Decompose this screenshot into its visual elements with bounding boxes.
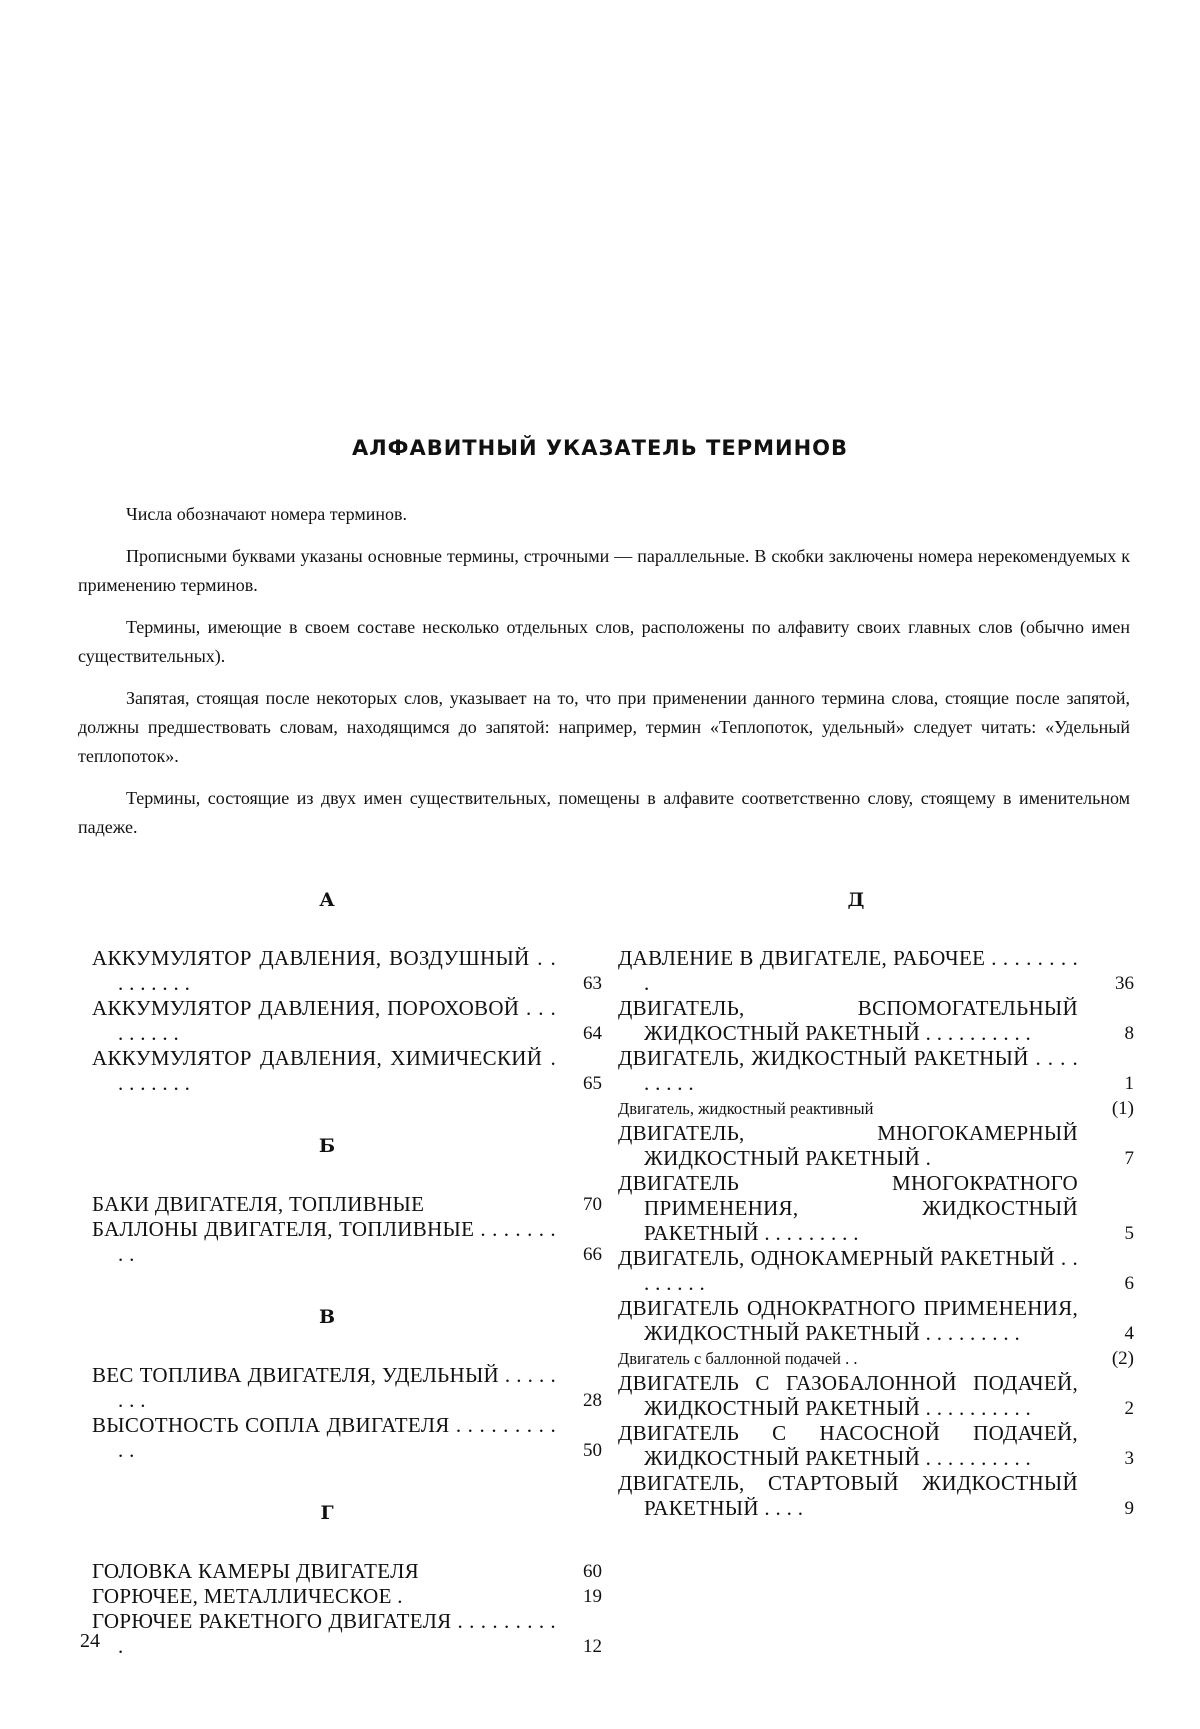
page-title: АЛФАВИТНЫЙ УКАЗАТЕЛЬ ТЕРМИНОВ	[0, 436, 1200, 460]
index-term: БАКИ ДВИГАТЕЛЯ, ТОПЛИВНЫЕ	[92, 1192, 556, 1217]
term-number: 2	[1078, 1396, 1134, 1421]
intro-text	[78, 500, 1130, 855]
term-number: 28	[556, 1388, 602, 1413]
index-term: АККУМУЛЯТОР ДАВЛЕНИЯ, ХИМИЧЕСКИЙ . . . . . . . .	[92, 1046, 556, 1096]
index-entry	[618, 1346, 1134, 1371]
section-letter: Д	[618, 888, 1134, 912]
index-entry	[92, 1363, 602, 1413]
index-entry	[92, 1413, 602, 1463]
term-number: 3	[1078, 1446, 1134, 1471]
section-letter: Г	[92, 1501, 602, 1525]
index-entry	[92, 1584, 602, 1609]
section-letter: В	[92, 1305, 602, 1329]
term-number: (2)	[1078, 1346, 1134, 1371]
index-entry	[618, 946, 1134, 996]
index-term: ДВИГАТЕЛЬ МНОГОКРАТНОГО ПРИМЕНЕНИЯ, ЖИДКОСТНЫЙ РАКЕТНЫЙ . . . . . . . . .	[618, 1171, 1078, 1246]
term-number: 63	[556, 971, 602, 996]
term-number: 60	[556, 1559, 602, 1584]
index-entry	[92, 1046, 602, 1096]
index-term: ДВИГАТЕЛЬ ОДНОКРАТНОГО ПРИМЕНЕНИЯ, ЖИДКОСТНЫЙ РАКЕТНЫЙ . . . . . . . . .	[618, 1296, 1078, 1346]
term-number: 4	[1078, 1321, 1134, 1346]
index-entry	[92, 1217, 602, 1267]
intro-paragraph: Числа обозначают номера терминов.	[78, 500, 1130, 529]
term-number: 66	[556, 1242, 602, 1267]
term-number: 65	[556, 1071, 602, 1096]
index-entry	[618, 1171, 1134, 1246]
intro-paragraph: Термины, состоящие из двух имен существительных, помещены в алфавите соответственно слову, стоящему в именительном падеже.	[78, 784, 1130, 842]
term-number: 6	[1078, 1271, 1134, 1296]
index-term: ГОРЮЧЕЕ РАКЕТНОГО ДВИГАТЕЛЯ . . . . . . . . . .	[92, 1609, 556, 1659]
index-term: ДВИГАТЕЛЬ С НАСОСНОЙ ПОДАЧЕЙ, ЖИДКОСТНЫЙ РАКЕТНЫЙ . . . . . . . . . .	[618, 1421, 1078, 1471]
term-number: 9	[1078, 1496, 1134, 1521]
index-term: ДВИГАТЕЛЬ, МНОГОКАМЕРНЫЙ ЖИДКОСТНЫЙ РАКЕТНЫЙ .	[618, 1121, 1078, 1171]
index-entry	[92, 946, 602, 996]
term-number: 50	[556, 1438, 602, 1463]
index-term: ДВИГАТЕЛЬ С ГАЗОБАЛОННОЙ ПОДАЧЕЙ, ЖИДКОСТНЫЙ РАКЕТНЫЙ . . . . . . . . . .	[618, 1371, 1078, 1421]
section-letter: Б	[92, 1134, 602, 1158]
term-number: 8	[1078, 1021, 1134, 1046]
term-number: 70	[556, 1192, 602, 1217]
index-entry	[92, 1192, 602, 1217]
index-column-right	[618, 888, 1134, 1521]
index-term: АККУМУЛЯТОР ДАВЛЕНИЯ, ПОРОХОВОЙ . . . . . . . . .	[92, 996, 556, 1046]
term-number: 64	[556, 1021, 602, 1046]
index-term: ВЫСОТНОСТЬ СОПЛА ДВИГАТЕЛЯ . . . . . . . . . . .	[92, 1413, 556, 1463]
term-number: (1)	[1078, 1096, 1134, 1121]
index-term: ГОРЮЧЕЕ, МЕТАЛЛИЧЕСКОЕ .	[92, 1584, 556, 1609]
index-entry	[618, 1096, 1134, 1121]
index-entry	[92, 1609, 602, 1659]
section-letter: А	[92, 888, 602, 912]
index-term: Двигатель, жидкостный реактивный	[618, 1096, 1078, 1121]
index-term: Двигатель с баллонной подачей . .	[618, 1346, 1078, 1371]
index-column-left	[92, 888, 602, 1659]
term-number: 12	[556, 1634, 602, 1659]
index-term: ДВИГАТЕЛЬ, ЖИДКОСТНЫЙ РАКЕТНЫЙ . . . . . . . . .	[618, 1046, 1078, 1096]
index-entry	[618, 1296, 1134, 1346]
term-number: 36	[1078, 971, 1134, 996]
index-term: ДАВЛЕНИЕ В ДВИГАТЕЛЕ, РАБОЧЕЕ . . . . . . . . .	[618, 946, 1078, 996]
index-term: ВЕС ТОПЛИВА ДВИГАТЕЛЯ, УДЕЛЬНЫЙ . . . . . . . .	[92, 1363, 556, 1413]
index-entry	[618, 1471, 1134, 1521]
index-term: БАЛЛОНЫ ДВИГАТЕЛЯ, ТОПЛИВНЫЕ . . . . . . . . .	[92, 1217, 556, 1267]
index-term: ГОЛОВКА КАМЕРЫ ДВИГАТЕЛЯ	[92, 1559, 556, 1584]
page-number: 24	[80, 1630, 100, 1653]
index-entry	[92, 996, 602, 1046]
intro-paragraph: Термины, имеющие в своем составе несколько отдельных слов, расположены по алфавиту своих главных слов (обычно имен существительных).	[78, 613, 1130, 671]
index-term: АККУМУЛЯТОР ДАВЛЕНИЯ, ВОЗДУШНЫЙ . . . . . . . . .	[92, 946, 556, 996]
term-number: 5	[1078, 1221, 1134, 1246]
index-entry	[618, 1421, 1134, 1471]
index-entry	[618, 1121, 1134, 1171]
intro-paragraph: Запятая, стоящая после некоторых слов, указывает на то, что при применении данного термина слова, стоящие после запятой, должны предшествовать словам, находящимся до запятой: например, термин «Теплопоток, удельный» следует читать: «Удельный теплопоток».	[78, 684, 1130, 771]
index-entry	[618, 1246, 1134, 1296]
term-number: 19	[556, 1584, 602, 1609]
index-entry	[92, 1559, 602, 1584]
index-entry	[618, 1371, 1134, 1421]
term-number: 1	[1078, 1071, 1134, 1096]
index-entry	[618, 996, 1134, 1046]
term-number: 7	[1078, 1146, 1134, 1171]
index-entry	[618, 1046, 1134, 1096]
index-term: ДВИГАТЕЛЬ, ВСПОМОГАТЕЛЬНЫЙ ЖИДКОСТНЫЙ РАКЕТНЫЙ . . . . . . . . . .	[618, 996, 1078, 1046]
index-term: ДВИГАТЕЛЬ, ОДНОКАМЕРНЫЙ РАКЕТНЫЙ . . . . . . . .	[618, 1246, 1078, 1296]
index-term: ДВИГАТЕЛЬ, СТАРТОВЫЙ ЖИДКОСТНЫЙ РАКЕТНЫЙ . . . .	[618, 1471, 1078, 1521]
intro-paragraph: Прописными буквами указаны основные термины, строчными — параллельные. В скобки заключены номера нерекомендуемых к применению терминов.	[78, 542, 1130, 600]
